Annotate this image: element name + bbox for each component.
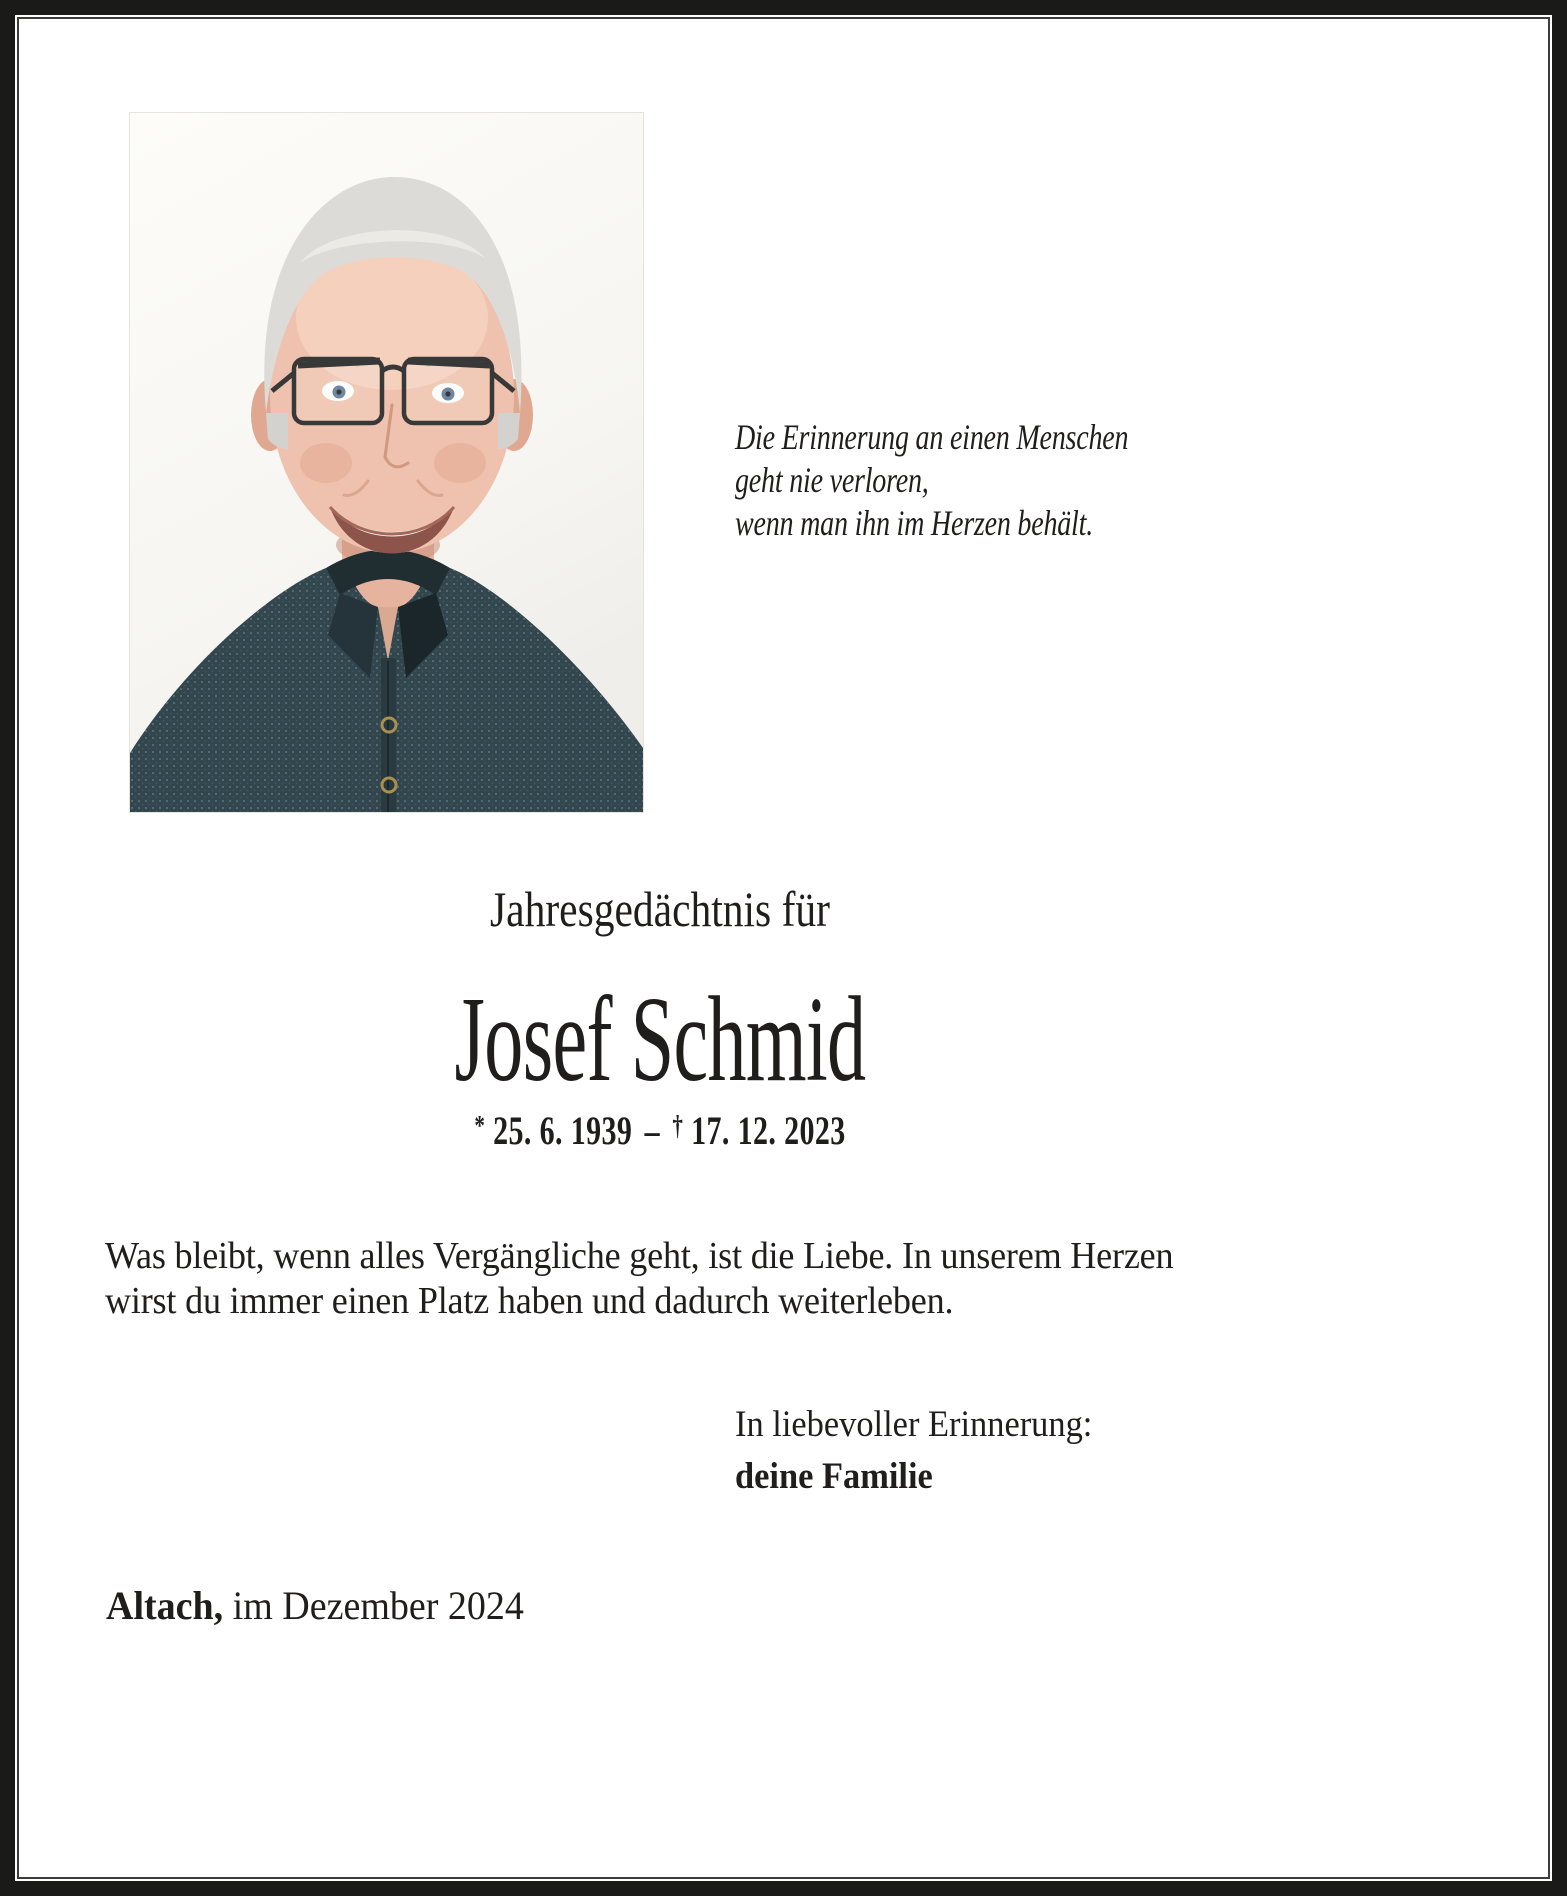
date-label: im Dezember 2024 [232, 1583, 524, 1628]
quote-text [735, 416, 1128, 545]
quote-line: wenn man ihn im Herzen behält. [735, 503, 1093, 543]
date-separator: – [644, 1108, 660, 1153]
family-signature: deine Familie [735, 1456, 933, 1497]
message-line: Was bleibt, wenn alles Vergängliche geht, ist die Liebe. In unserem Herzen [105, 1235, 1174, 1277]
quote-line: Die Erinnerung an einen Menschen [735, 417, 1129, 457]
occasion-label: Jahresgedächtnis für [490, 881, 830, 937]
birth-date: 25. 6. 1939 [493, 1108, 633, 1153]
quote-line: geht nie verloren, [735, 460, 929, 500]
remembrance-block [735, 1399, 1092, 1503]
life-dates [165, 1108, 1155, 1153]
portrait-photo [130, 113, 643, 812]
death-cross-symbol: † [672, 1111, 684, 1142]
deceased-name: Josef Schmid [454, 972, 866, 1107]
remembrance-intro: In liebevoller Erinnerung: [735, 1404, 1093, 1445]
message-line: wirst du immer einen Platz haben und dadurch weiterleben. [105, 1280, 954, 1322]
place-label: Altach, [106, 1583, 224, 1628]
place-date-line [106, 1582, 524, 1630]
birth-star-symbol: * [474, 1111, 486, 1142]
message-paragraph [105, 1234, 1173, 1324]
death-date: 17. 12. 2023 [691, 1108, 846, 1153]
